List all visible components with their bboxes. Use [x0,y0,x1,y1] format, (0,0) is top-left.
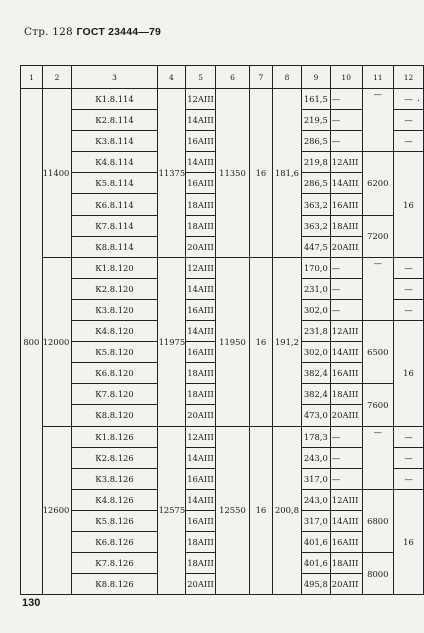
value-cell: 231,0 [301,278,330,299]
mark-cell: К6.8.114 [72,194,157,215]
value-cell: 161,5 [301,89,330,110]
dash-cell: — [394,447,424,468]
rebar-cell: 20AIII [186,405,216,426]
mark-cell: К3.8.114 [72,131,157,152]
empty-cell: — [362,426,393,489]
mark-cell: К7.8.120 [72,384,157,405]
count-cell: 16 [249,89,272,258]
rebar2-cell: 12AIII [330,489,362,510]
value-cell: 473,0 [301,405,330,426]
rebar2-cell: 16AIII [330,363,362,384]
length2-cell: 11975 [157,257,186,426]
col-header: 7 [249,66,272,89]
value-cell: 243,0 [301,447,330,468]
mark-cell: К3.8.126 [72,468,157,489]
value-cell: 382,4 [301,363,330,384]
dash-cell: — [394,257,424,278]
count-cell: 16 [249,426,272,595]
col-header: 11 [362,66,393,89]
length3-cell: 12550 [216,426,250,595]
rebar2-cell: — [330,110,362,131]
rebar2-cell: 12AIII [330,321,362,342]
col-header: 12 [394,66,424,89]
rebar2-cell: 16AIII [330,531,362,552]
rebar2-cell: — [330,468,362,489]
length-cell: 11400 [42,89,72,258]
rebar2-cell: — [330,447,362,468]
table-row [21,257,424,278]
col-header: 8 [273,66,302,89]
value-cell: 178,3 [301,426,330,447]
rebar2-cell: 18AIII [330,384,362,405]
rebar2-cell: 20AIII [330,236,362,257]
dash-cell: — [394,110,424,131]
rebar2-cell: 18AIII [330,215,362,236]
spec-table [20,65,424,595]
page-footer-number: 130 [22,597,41,609]
load-cell: 6500 [362,321,393,384]
rebar-cell: 16AIII [186,510,216,531]
rebar-cell: 16AIII [186,299,216,320]
rebar2-cell: 14AIII [330,342,362,363]
value-cell: 317,0 [301,510,330,531]
dash-cell: — [394,426,424,447]
length-cell: 12600 [42,426,72,595]
mark-cell: К7.8.126 [72,553,157,574]
col-header: 1 [21,66,43,89]
rebar-cell: 12AIII [186,426,216,447]
mark-cell: К5.8.120 [72,342,157,363]
value-cell: 495,8 [301,574,330,595]
rebar-cell: 18AIII [186,531,216,552]
mark-cell: К7.8.114 [72,215,157,236]
length2-cell: 12575 [157,426,186,595]
mark-cell: К5.8.126 [72,510,157,531]
length2-cell: 11375 [157,89,186,258]
load-cell: 7600 [362,384,393,426]
table-row [21,426,424,447]
value-cell: 401,6 [301,553,330,574]
rebar2-cell: 18AIII [330,553,362,574]
value-cell: 286,5 [301,173,330,194]
value-cell: 243,0 [301,489,330,510]
mark-cell: К6.8.120 [72,363,157,384]
col-header: 3 [72,66,157,89]
rebar-cell: 12AIII [186,89,216,110]
mark-cell: К8.8.126 [72,574,157,595]
mark-cell: К4.8.120 [72,321,157,342]
mass-cell: 191,2 [273,257,302,426]
rebar-cell: 14AIII [186,110,216,131]
col-header: 9 [301,66,330,89]
value-cell: 401,6 [301,531,330,552]
rebar-cell: 18AIII [186,194,216,215]
standard-label: ГОСТ 23444—79 [76,26,162,38]
rebar2-cell: 12AIII [330,152,362,173]
class-cell: 16 [394,489,424,594]
load-cell: 6200 [362,152,393,215]
value-cell: 447,5 [301,236,330,257]
mark-cell: К1.8.114 [72,89,157,110]
mark-cell: К2.8.126 [72,447,157,468]
rebar-cell: 14AIII [186,321,216,342]
col-header: 5 [186,66,216,89]
rebar2-cell: — [330,278,362,299]
value-cell: 219,5 [301,110,330,131]
rebar2-cell: — [330,257,362,278]
value-cell: 219,8 [301,152,330,173]
mark-cell: К1.8.120 [72,257,157,278]
col-header: 4 [157,66,186,89]
col-header: 6 [216,66,250,89]
mass-cell: 200,8 [273,426,302,595]
rebar-cell: 16AIII [186,173,216,194]
rebar-cell: 16AIII [186,468,216,489]
mark-cell: К8.8.120 [72,405,157,426]
rebar2-cell: 14AIII [330,173,362,194]
load-cell: 6800 [362,489,393,552]
value-cell: 363,2 [301,215,330,236]
col-header: 10 [330,66,362,89]
value-cell: 382,4 [301,384,330,405]
rebar-cell: 14AIII [186,278,216,299]
rebar-cell: 18AIII [186,553,216,574]
col-header: 2 [42,66,72,89]
dash-cell: — [394,299,424,320]
rebar-cell: 16AIII [186,131,216,152]
rebar-cell: 18AIII [186,363,216,384]
rebar-cell: 14AIII [186,447,216,468]
value-cell: 170,0 [301,257,330,278]
dash-cell: — [394,468,424,489]
rebar-cell: 18AIII [186,384,216,405]
empty-cell: — [362,257,393,320]
rebar2-cell: 14AIII [330,510,362,531]
mark-cell: К8.8.114 [72,236,157,257]
rebar-cell: 20AIII [186,574,216,595]
dash-cell: — [394,131,424,152]
value-cell: 363,2 [301,194,330,215]
mark-cell: К4.8.114 [72,152,157,173]
mark-cell: К6.8.126 [72,531,157,552]
mark-cell: К2.8.120 [72,278,157,299]
rebar-cell: 14AIII [186,152,216,173]
mark-cell: К5.8.114 [72,173,157,194]
length-cell: 12000 [42,257,72,426]
class-cell: 16 [394,321,424,426]
rebar2-cell: — [330,131,362,152]
table-body [21,66,424,595]
mass-cell: 181,6 [273,89,302,258]
rebar2-cell: — [330,426,362,447]
dash-cell: — [394,89,424,110]
rebar-cell: 12AIII [186,257,216,278]
mark-cell: К2.8.114 [72,110,157,131]
rebar2-cell: — [330,299,362,320]
value-cell: 302,0 [301,342,330,363]
rebar2-cell: 16AIII [330,194,362,215]
class-cell: 16 [394,152,424,257]
header-row [21,66,424,89]
margin-mark: . [417,94,420,104]
rebar2-cell: 20AIII [330,405,362,426]
table-row [21,89,424,110]
mark-cell: К3.8.120 [72,299,157,320]
value-cell: 231,8 [301,321,330,342]
page-number-label: Стр. 128 [24,26,73,38]
dash-cell: — [394,278,424,299]
mark-cell: К1.8.126 [72,426,157,447]
rebar2-cell: — [330,89,362,110]
rebar-cell: 20AIII [186,236,216,257]
mark-cell: К4.8.126 [72,489,157,510]
empty-cell: — [362,89,393,152]
load-cell: 8000 [362,553,393,595]
rebar-cell: 18AIII [186,215,216,236]
rebar-cell: 16AIII [186,342,216,363]
length3-cell: 11350 [216,89,250,258]
rebar2-cell: 20AIII [330,574,362,595]
value-cell: 286,5 [301,131,330,152]
value-cell: 302,0 [301,299,330,320]
diameter-cell: 800 [21,89,43,595]
load-cell: 7200 [362,215,393,257]
count-cell: 16 [249,257,272,426]
value-cell: 317,0 [301,468,330,489]
page-header [24,26,161,38]
length3-cell: 11950 [216,257,250,426]
rebar-cell: 14AIII [186,489,216,510]
